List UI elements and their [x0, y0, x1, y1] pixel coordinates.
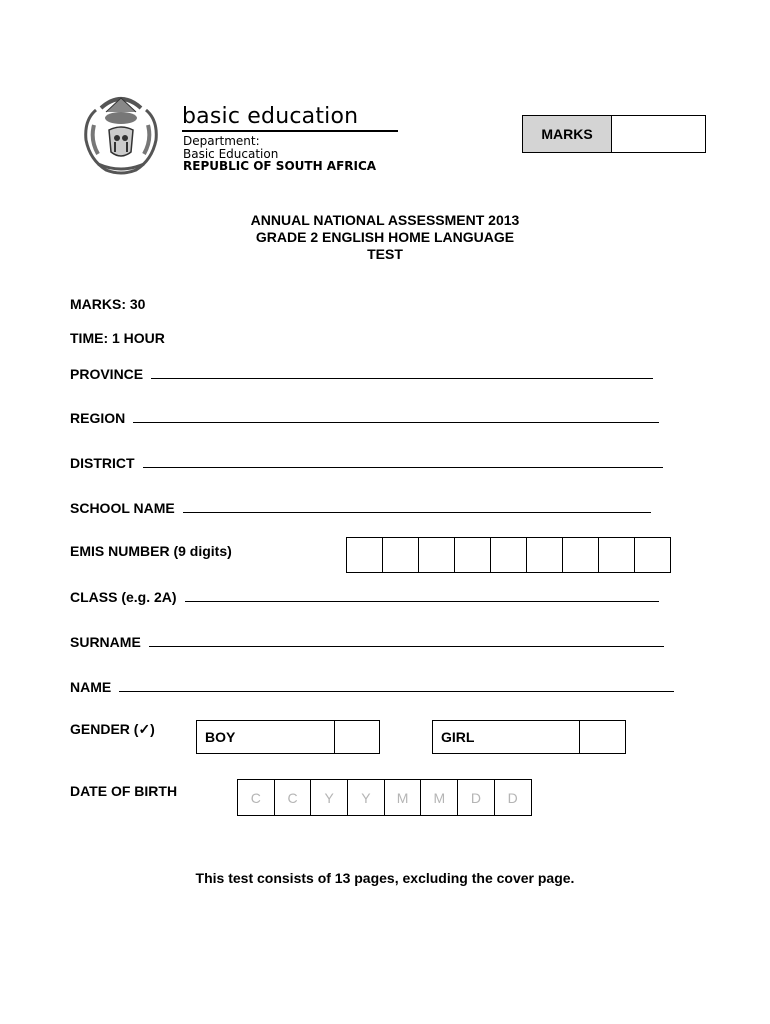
region-label: REGION	[70, 410, 126, 426]
dob-century-cell[interactable]: C	[238, 780, 275, 815]
name-input-line[interactable]	[119, 677, 674, 692]
brand-line-department: Department:	[183, 134, 260, 148]
district-field	[70, 453, 663, 471]
brand-line-basic-education: Basic Education	[183, 147, 279, 161]
region-field	[70, 408, 659, 426]
school-name-input-line[interactable]	[183, 498, 651, 513]
region-input-line[interactable]	[133, 408, 659, 423]
dob-year-cell[interactable]: Y	[348, 780, 385, 815]
surname-label: SURNAME	[70, 634, 141, 650]
page-count-note: This test consists of 13 pages, excluding the cover page.	[195, 870, 575, 886]
name-label: NAME	[70, 679, 112, 695]
title-line-2: GRADE 2 ENGLISH HOME LANGUAGE	[255, 229, 515, 245]
class-label: CLASS (e.g. 2A)	[70, 589, 177, 605]
class-field	[70, 587, 659, 605]
dob-month-cell[interactable]: M	[385, 780, 422, 815]
gender-label: GENDER (✓)	[70, 721, 155, 737]
emis-digit-cell[interactable]	[635, 538, 671, 572]
brand-line-republic: REPUBLIC OF SOUTH AFRICA	[183, 159, 377, 173]
surname-field	[70, 632, 664, 650]
marks-box-value[interactable]	[612, 116, 705, 152]
dob-day-cell[interactable]: D	[458, 780, 495, 815]
dob-month-cell[interactable]: M	[421, 780, 458, 815]
title-line-3: TEST	[367, 246, 403, 262]
marks-box-label: MARKS	[523, 116, 612, 152]
marks-box	[522, 115, 706, 153]
gender-boy-box	[196, 720, 380, 754]
school-name-field	[70, 498, 651, 516]
dob-century-cell[interactable]: C	[275, 780, 312, 815]
dob-label: DATE OF BIRTH	[70, 783, 178, 799]
coat-of-arms-logo	[76, 90, 166, 180]
marks-total: MARKS: 30	[70, 296, 146, 312]
emis-number-grid	[346, 537, 671, 573]
province-field	[70, 364, 653, 382]
emis-digit-cell[interactable]	[527, 538, 563, 572]
gender-girl-checkbox[interactable]	[580, 721, 625, 753]
province-input-line[interactable]	[151, 364, 653, 379]
surname-input-line[interactable]	[149, 632, 664, 647]
emis-digit-cell[interactable]	[491, 538, 527, 572]
gender-boy-label: BOY	[197, 721, 335, 753]
gender-girl-box	[432, 720, 626, 754]
emis-digit-cell[interactable]	[347, 538, 383, 572]
emis-label: EMIS NUMBER (9 digits)	[70, 543, 232, 559]
title-line-1: ANNUAL NATIONAL ASSESSMENT 2013	[250, 212, 520, 228]
school-name-label: SCHOOL NAME	[70, 500, 175, 516]
brand-name: basic education	[182, 104, 359, 129]
emis-digit-cell[interactable]	[383, 538, 419, 572]
emis-digit-cell[interactable]	[419, 538, 455, 572]
emis-digit-cell[interactable]	[599, 538, 635, 572]
brand-underline	[182, 130, 398, 132]
dob-grid	[237, 779, 532, 816]
dob-year-cell[interactable]: Y	[311, 780, 348, 815]
emis-digit-cell[interactable]	[455, 538, 491, 572]
district-input-line[interactable]	[143, 453, 663, 468]
name-field	[70, 677, 674, 695]
gender-boy-checkbox[interactable]	[335, 721, 379, 753]
dob-day-cell[interactable]: D	[495, 780, 532, 815]
time-allowed: TIME: 1 HOUR	[70, 330, 165, 346]
emis-digit-cell[interactable]	[563, 538, 599, 572]
class-input-line[interactable]	[185, 587, 659, 602]
gender-girl-label: GIRL	[433, 721, 580, 753]
district-label: DISTRICT	[70, 455, 135, 471]
province-label: PROVINCE	[70, 366, 144, 382]
